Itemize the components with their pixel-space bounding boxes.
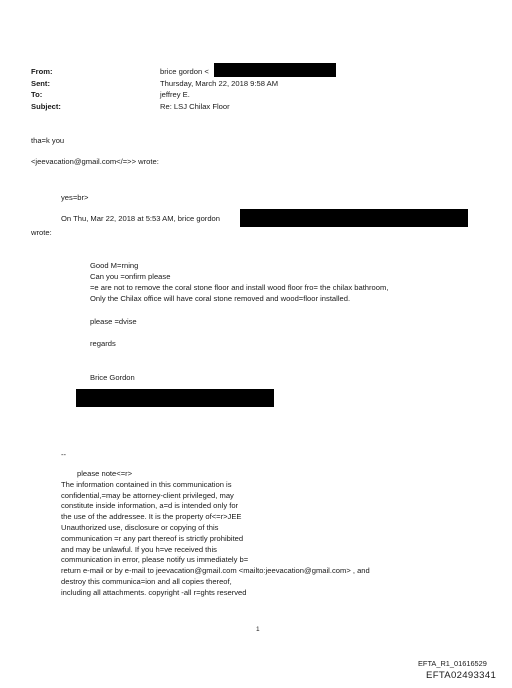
separator-dashes: -- bbox=[61, 450, 67, 459]
subject-label: Subject: bbox=[31, 102, 61, 111]
to-value: jeffrey E. bbox=[160, 90, 190, 99]
yes-line: yes=br> bbox=[61, 193, 89, 202]
notice-line: and may be unlawful. If you h=ve received this bbox=[61, 544, 217, 554]
sent-label: Sent: bbox=[31, 79, 50, 88]
bates-id-secondary: EFTA02493341 bbox=[426, 670, 497, 681]
from-label: From: bbox=[31, 67, 53, 76]
from-value: brice gordon < bbox=[160, 67, 209, 76]
notice-line: confidential,=may be attorney-client privileged, may bbox=[61, 490, 234, 500]
sent-value: Thursday, March 22, 2018 9:58 AM bbox=[160, 79, 279, 88]
notice-line: Unauthorized use, disclosure or copying of this bbox=[61, 522, 219, 532]
chilax-office-line: Only the Chilax office will have coral stone removed and wood=floor installed. bbox=[90, 294, 351, 303]
signature-name: Brice Gordon bbox=[90, 373, 135, 382]
redaction-from bbox=[214, 63, 336, 77]
notice-line: return e-mail or by e-mail to jeevacation@gmail.com <mailto:jeevacation@gmail.com> , and bbox=[61, 566, 370, 576]
regards-line: regards bbox=[90, 339, 116, 348]
redaction-on-line bbox=[240, 209, 468, 227]
notice-line: constitute inside information, a=d is intended only for bbox=[61, 501, 239, 511]
quote-line: <jeevacation@gmail.com</=>> wrote: bbox=[31, 157, 159, 166]
notice-line: the use of the addressee. It is the property of<=r>JEE bbox=[61, 512, 242, 522]
notice-line: communication in error, please notify us immediately b= bbox=[61, 555, 249, 565]
notice-line: destroy this communica=ion and all copies thereof, bbox=[61, 576, 232, 586]
notice-line: communication =r any part thereof is strictly prohibited bbox=[61, 533, 244, 543]
bates-id-primary: EFTA_R1_01616529 bbox=[418, 659, 487, 668]
confirm-line: Can you =onfirm please bbox=[90, 272, 171, 281]
thanks-line: tha=k you bbox=[31, 136, 65, 145]
good-morning-line: Good M=rning bbox=[90, 261, 139, 270]
redaction-signature bbox=[76, 389, 274, 407]
wrote-line: wrote: bbox=[31, 228, 52, 237]
to-label: To: bbox=[31, 90, 43, 99]
notice-block bbox=[61, 469, 370, 599]
advise-line: please =dvise bbox=[90, 317, 137, 326]
notice-line: including all attachments. copyright -all r=ghts reserved bbox=[61, 587, 247, 597]
subject-value: Re: LSJ Chilax Floor bbox=[160, 102, 230, 111]
page-number: 1 bbox=[256, 626, 260, 633]
remove-floor-line: =e are not to remove the coral stone floor and install wood floor fro= the chilax bathroom, bbox=[90, 283, 389, 292]
notice-line: The information contained in this communication is bbox=[61, 479, 232, 489]
notice-line: please note<=r> bbox=[77, 469, 133, 478]
on-date-line: On Thu, Mar 22, 2018 at 5:53 AM, brice gordon bbox=[61, 214, 221, 223]
